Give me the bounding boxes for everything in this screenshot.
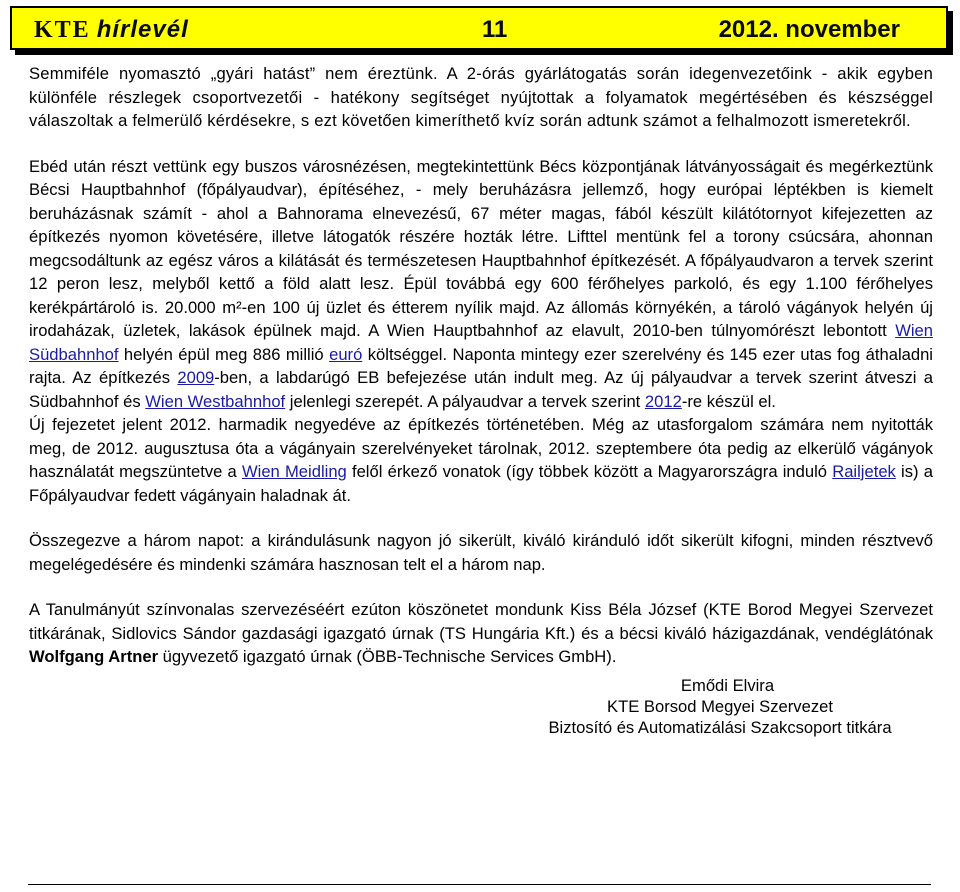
link-2012[interactable]: 2012 bbox=[644, 391, 682, 411]
article-body bbox=[29, 62, 933, 669]
text-segment: költséggel. Naponta mintegy ezer szerelvény és 145 ezer utas fog áthaladni rajta. Az építkezés bbox=[29, 344, 933, 387]
text-segment: is) a Főpályaudvar fedett vágányain haladnak át. bbox=[29, 462, 933, 505]
newsletter-header bbox=[10, 6, 948, 50]
link-railjetek[interactable]: Railjetek bbox=[832, 462, 896, 481]
text-segment: -ben, a labdarúgó EB befejezése után indult meg. Az új pályaudvar a tervek szerint átveszi a Südbahnhof és bbox=[29, 368, 934, 411]
paragraph-summary: Összegezve a három napot: a kirándulásunk nagyon jó sikerült, kiváló kiránduló időt sikerült kifogni, minden résztvevő megelégedésére és mindenki számára hasznosan telt el a három nap. bbox=[29, 531, 933, 574]
signature-organization: KTE Borsod Megyei Szervezet bbox=[607, 697, 833, 716]
footer-divider bbox=[28, 884, 931, 885]
text-segment: felől érkező vonatok (így többek között a Magyarországra induló bbox=[346, 462, 833, 481]
newsletter-logo bbox=[34, 16, 189, 44]
text-segment: A Tanulmányút színvonalas szervezéséért ezúton köszönetet mondunk Kiss Béla József (KTE Borod Megyei Szervezet titkárának, Sidlovics Sándor gazdasági igazgató úrnak (TS Hungária Kft.) és a bécsi kiváló házigazdának, vendéglátónak bbox=[29, 600, 933, 643]
page-number: 11 bbox=[482, 16, 508, 43]
paragraph-vienna-tour bbox=[29, 155, 933, 414]
paragraph-factory-visit: Semmiféle nyomasztó „gyári hatást” nem éreztünk. A 2-órás gyárlátogatás során idegenvezetőink - akik egyben különféle részlegek csoportvezetői - hatékony segítséget nyújtottak a folyamatok megértésében és készséggel válaszoltak a felmerülő kérdésekre, s ezt követően kimeríthető kvíz során adtunk számot a felhalmozott ismeretekről. bbox=[29, 64, 933, 130]
text-segment: Ebéd után részt vettünk egy buszos városnézésen, megtekintettünk Bécs központjának látványosságait és megérkeztünk Bécsi Hauptbahnhof (főpályaudvar), építéséhez, - mely beruházásra jellemző, hogy európai léptékben is kiemelt beruházásnak számít - ahol a Bahnorama elnevezésű, 67 méter magas, fából készült kilátótornyot kifejezetten az építkezés nyomon követésére, illetve látogatók részére hozták létre. Lifttel mentünk fel a torony csúcsára, ahonnan megcsodáltunk az egész város a kilátását és természetesen Hauptbahnhof építkezését. A főpályaudvaron a tervek szerint 12 peron lesz, melyből kettő a föld alatt lesz. Épül továbbá egy 600 férőhelyes parkoló, és egy 1.100 férőhelyes kerékpártároló is. 20.000 m²-en 100 új üzlet és étterem nyílik majd. Az állomás környékén, a tároló vágányok helyén új irodaházak, üzletek, lakások épülnek majd. A Wien Hauptbahnhof az elavult, 2010-ben túlnyomórészt lebontott bbox=[29, 156, 933, 340]
link-euro[interactable]: euró bbox=[329, 344, 363, 364]
text-segment: helyén épül meg 886 millió bbox=[118, 344, 330, 364]
paragraph-thanks bbox=[29, 598, 933, 669]
link-wien-sudbahnhof[interactable]: Wien Südbahnhof bbox=[29, 321, 933, 364]
link-wien-meidling[interactable]: Wien Meidling bbox=[241, 462, 347, 481]
logo-kte: KTE bbox=[34, 17, 91, 43]
bold-name: Wolfgang Artner bbox=[29, 647, 159, 666]
signature-role: Biztosító és Automatizálási Szakcsoport titkára bbox=[548, 718, 892, 737]
text-segment: Új fejezetet jelent 2012. harmadik negyedéve az építkezés történetében. Még az utasforgalom számára nem nyitották meg, de 2012. augusztusa óta a vágányain szerelvényeket tárolnak, 2012. szeptembere óta pedig az elkerülő vágányok használatát megszüntetve a bbox=[29, 415, 933, 481]
signature-block bbox=[520, 675, 920, 738]
text-segment: -re készül el. bbox=[681, 391, 776, 411]
text-segment: jelenlegi szerepét. A pályaudvar a tervek szerint bbox=[285, 391, 645, 411]
link-2009[interactable]: 2009 bbox=[177, 368, 215, 387]
logo-hirlevel: hírlevél bbox=[96, 16, 189, 43]
paragraph-new-chapter bbox=[29, 413, 933, 507]
text-segment: ügyvezető igazgató úrnak (ÖBB-Technische Services GmbH). bbox=[158, 647, 617, 666]
signature-name: Emődi Elvira bbox=[680, 676, 775, 695]
link-wien-westbahnhof[interactable]: Wien Westbahnhof bbox=[145, 391, 286, 411]
issue-date: 2012. november bbox=[718, 16, 900, 43]
